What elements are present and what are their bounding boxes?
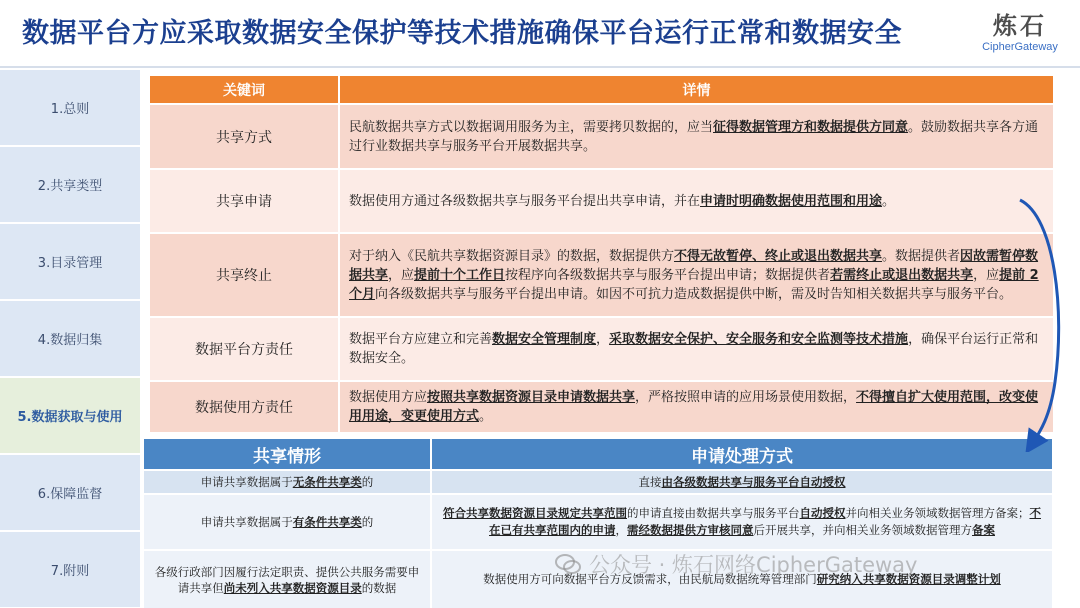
row-handling: 直接由各级数据共享与服务平台自动授权 — [432, 471, 1052, 493]
table-row — [150, 234, 1053, 316]
row-details: 数据平台方应建立和完善数据安全管理制度，采取数据安全保护、安全服务和安全监测等技术措施，确保平台运行正常和数据安全。 — [340, 318, 1053, 380]
sidebar-item-acquisition[interactable]: 5.数据获取与使用 — [0, 378, 140, 454]
sidebar-item-collection[interactable]: 4.数据归集 — [0, 301, 140, 377]
watermark — [555, 549, 917, 579]
table-header — [150, 76, 1053, 103]
table-row — [150, 318, 1053, 380]
column-header-case: 共享情形 — [144, 439, 430, 469]
title-divider — [0, 66, 1080, 68]
row-details: 数据使用方通过各级数据共享与服务平台提出共享申请，并在申请时明确数据使用范围和用途。 — [340, 170, 1053, 232]
logo-text: CipherGateway — [982, 41, 1058, 53]
row-keyword: 数据平台方责任 — [150, 318, 338, 380]
row-details: 对于纳入《民航共享数据资源目录》的数据，数据提供方不得无故暂停、终止或退出数据共享。数据提供者因故需暂停数据共享，应提前十个工作日按程序向各级数据共享与服务平台提出申请；数据提供者若需终止或退出数据共享，应提前 2 个月向各级数据共享与服务平台提出申请。如因不可抗力造成数据提供中断，需及时告知相关数据共享与服务平台。 — [340, 234, 1053, 316]
row-keyword: 共享方式 — [150, 105, 338, 168]
table-row — [144, 471, 1052, 493]
curved-arrow-icon — [1010, 192, 1070, 452]
column-header-details: 详情 — [340, 76, 1053, 103]
chat-bubble-icon — [555, 553, 581, 575]
column-header-handling: 申请处理方式 — [432, 439, 1052, 469]
sidebar-item-sharing-types[interactable]: 2.共享类型 — [0, 147, 140, 223]
table-row — [144, 495, 1052, 549]
row-case: 申请共享数据属于有条件共享类的 — [144, 495, 430, 549]
row-keyword: 共享申请 — [150, 170, 338, 232]
column-header-keyword: 关键词 — [150, 76, 338, 103]
logo-mark: 炼石 — [993, 12, 1047, 40]
sidebar-item-general[interactable]: 1.总则 — [0, 70, 140, 146]
table-header — [144, 439, 1052, 469]
row-case: 各级行政部门因履行法定职责、提供公共服务需要申请共享但尚未列入共享数据资源目录的数据 — [144, 551, 430, 608]
row-handling: 符合共享数据资源目录规定共享范围的申请直接由数据共享与服务平台自动授权并向相关业务领域数据管理方备案；不在已有共享范围内的申请，需经数据提供方审核同意后开展共享，并向相关业务领域数据管理方备案 — [432, 495, 1052, 549]
row-details: 数据使用方应按照共享数据资源目录申请数据共享，严格按照申请的应用场景使用数据，不得擅自扩大使用范围，改变使用用途，变更使用方式。 — [340, 382, 1053, 432]
row-keyword: 数据使用方责任 — [150, 382, 338, 432]
row-case: 申请共享数据属于无条件共享类的 — [144, 471, 430, 493]
sidebar-item-catalog[interactable]: 3.目录管理 — [0, 224, 140, 300]
sidebar — [0, 70, 140, 608]
row-handling: 数据使用方可向数据平台方反馈需求，由民航局数据统筹管理部门研究纳入共享数据资源目录调整计划 — [432, 551, 1052, 608]
table-row — [150, 170, 1053, 232]
table-row — [150, 382, 1053, 432]
watermark-text: 公众号 · 炼石网络CipherGateway — [589, 553, 918, 577]
sidebar-item-appendix[interactable]: 7.附则 — [0, 532, 140, 608]
row-details: 民航数据共享方式以数据调用服务为主，需要拷贝数据的，应当征得数据管理方和数据提供方同意。鼓励数据共享各方通过行业数据共享与服务平台开展数据共享。 — [340, 105, 1053, 168]
sidebar-item-supervision[interactable]: 6.保障监督 — [0, 455, 140, 531]
row-keyword: 共享终止 — [150, 234, 338, 316]
page-title: 数据平台方应采取数据安全保护等技术措施确保平台运行正常和数据安全 — [22, 18, 902, 49]
table-row — [150, 105, 1053, 168]
brand-logo — [970, 12, 1070, 60]
